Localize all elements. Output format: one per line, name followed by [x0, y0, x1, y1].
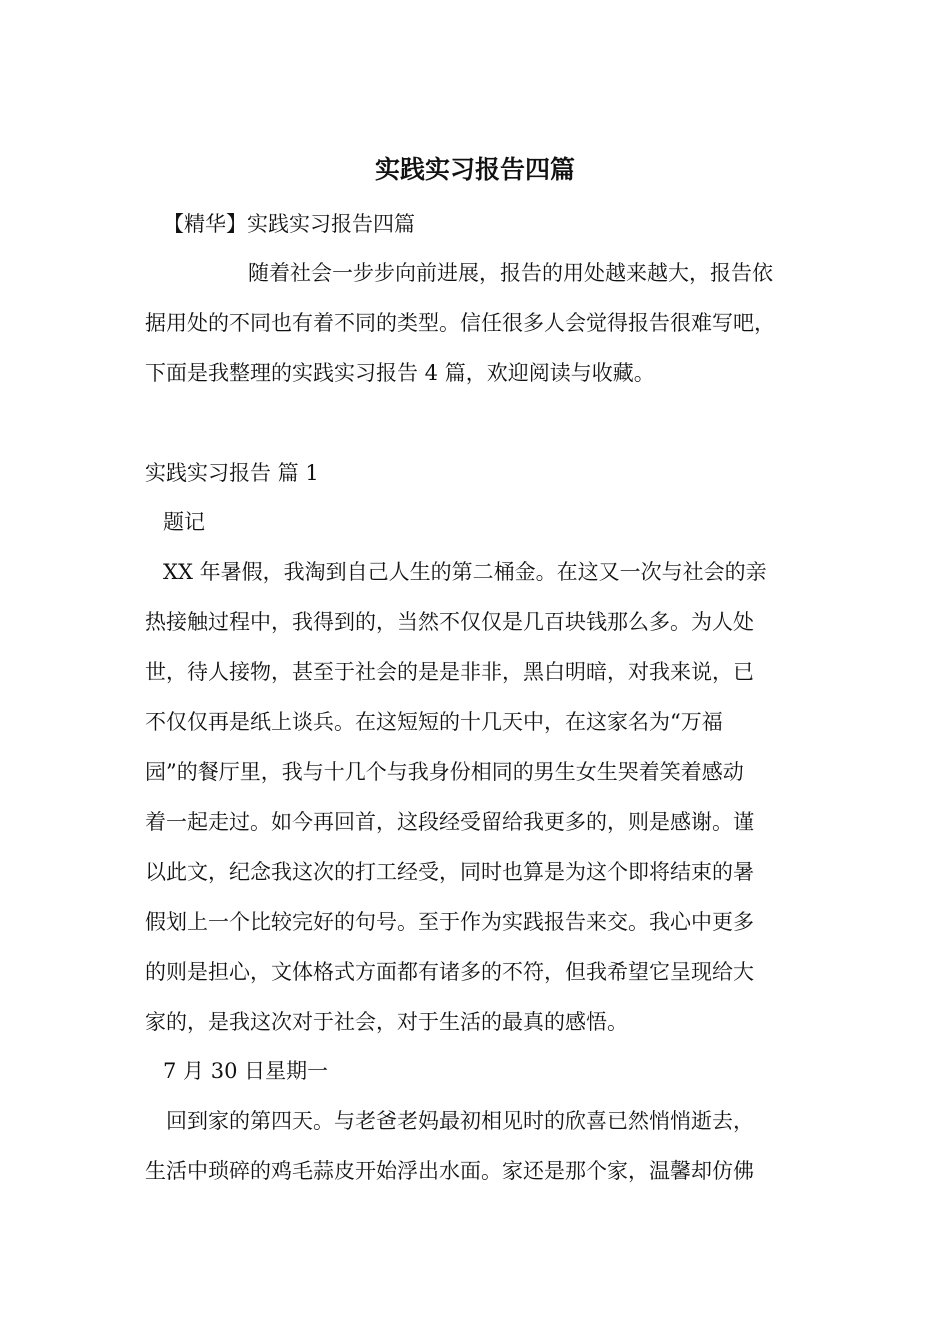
paragraph-line: 园”的餐厅里，我与十几个与我身份相同的男生女生哭着笑着感动	[145, 760, 744, 784]
paragraph-line: 家的，是我这次对于社会，对于生活的最真的感悟。	[145, 1010, 628, 1034]
paragraph-line: 世，待人接物，甚至于社会的是是非非，黑白明暗，对我来说，已	[145, 660, 754, 684]
paragraph-line: 不仅仅再是纸上谈兵。在这短短的十几天中，在这家名为“万福	[145, 710, 723, 734]
subheading: 题记	[163, 510, 205, 534]
paragraph-line: 的则是担心，文体格式方面都有诸多的不符，但我希望它呈现给大	[145, 960, 754, 984]
paragraph-line: 以此文，纪念我这次的打工经受，同时也算是为这个即将结束的暑	[145, 860, 754, 884]
intro-line: 据用处的不同也有着不同的类型。信任很多人会觉得报告很难写吧，	[145, 311, 775, 335]
document-title: 实践实习报告四篇	[374, 155, 575, 184]
section-heading: 实践实习报告 篇 1	[145, 461, 319, 485]
paragraph-line: 生活中琐碎的鸡毛蒜皮开始浮出水面。家还是那个家，温馨却仿佛	[145, 1159, 754, 1183]
document-subtitle: 【精华】实践实习报告四篇	[163, 212, 415, 236]
paragraph-line: XX 年暑假，我淘到自己人生的第二桶金。在这又一次与社会的亲	[163, 560, 767, 584]
date-line: 7 月 30 日星期一	[163, 1059, 329, 1083]
paragraph-line: 回到家的第四天。与老爸老妈最初相见时的欣喜已然悄悄逝去，	[166, 1109, 754, 1133]
paragraph-line: 热接触过程中，我得到的，当然不仅仅是几百块钱那么多。为人处	[145, 610, 754, 634]
paragraph-line: 假划上一个比较完好的句号。至于作为实践报告来交。我心中更多	[145, 910, 754, 934]
paragraph-line: 着一起走过。如今再回首，这段经受留给我更多的，则是感谢。谨	[145, 810, 754, 834]
intro-line: 下面是我整理的实践实习报告 4 篇，欢迎阅读与收藏。	[145, 361, 655, 385]
intro-line: 随着社会一步步向前进展，报告的用处越来越大，报告依	[248, 261, 773, 285]
